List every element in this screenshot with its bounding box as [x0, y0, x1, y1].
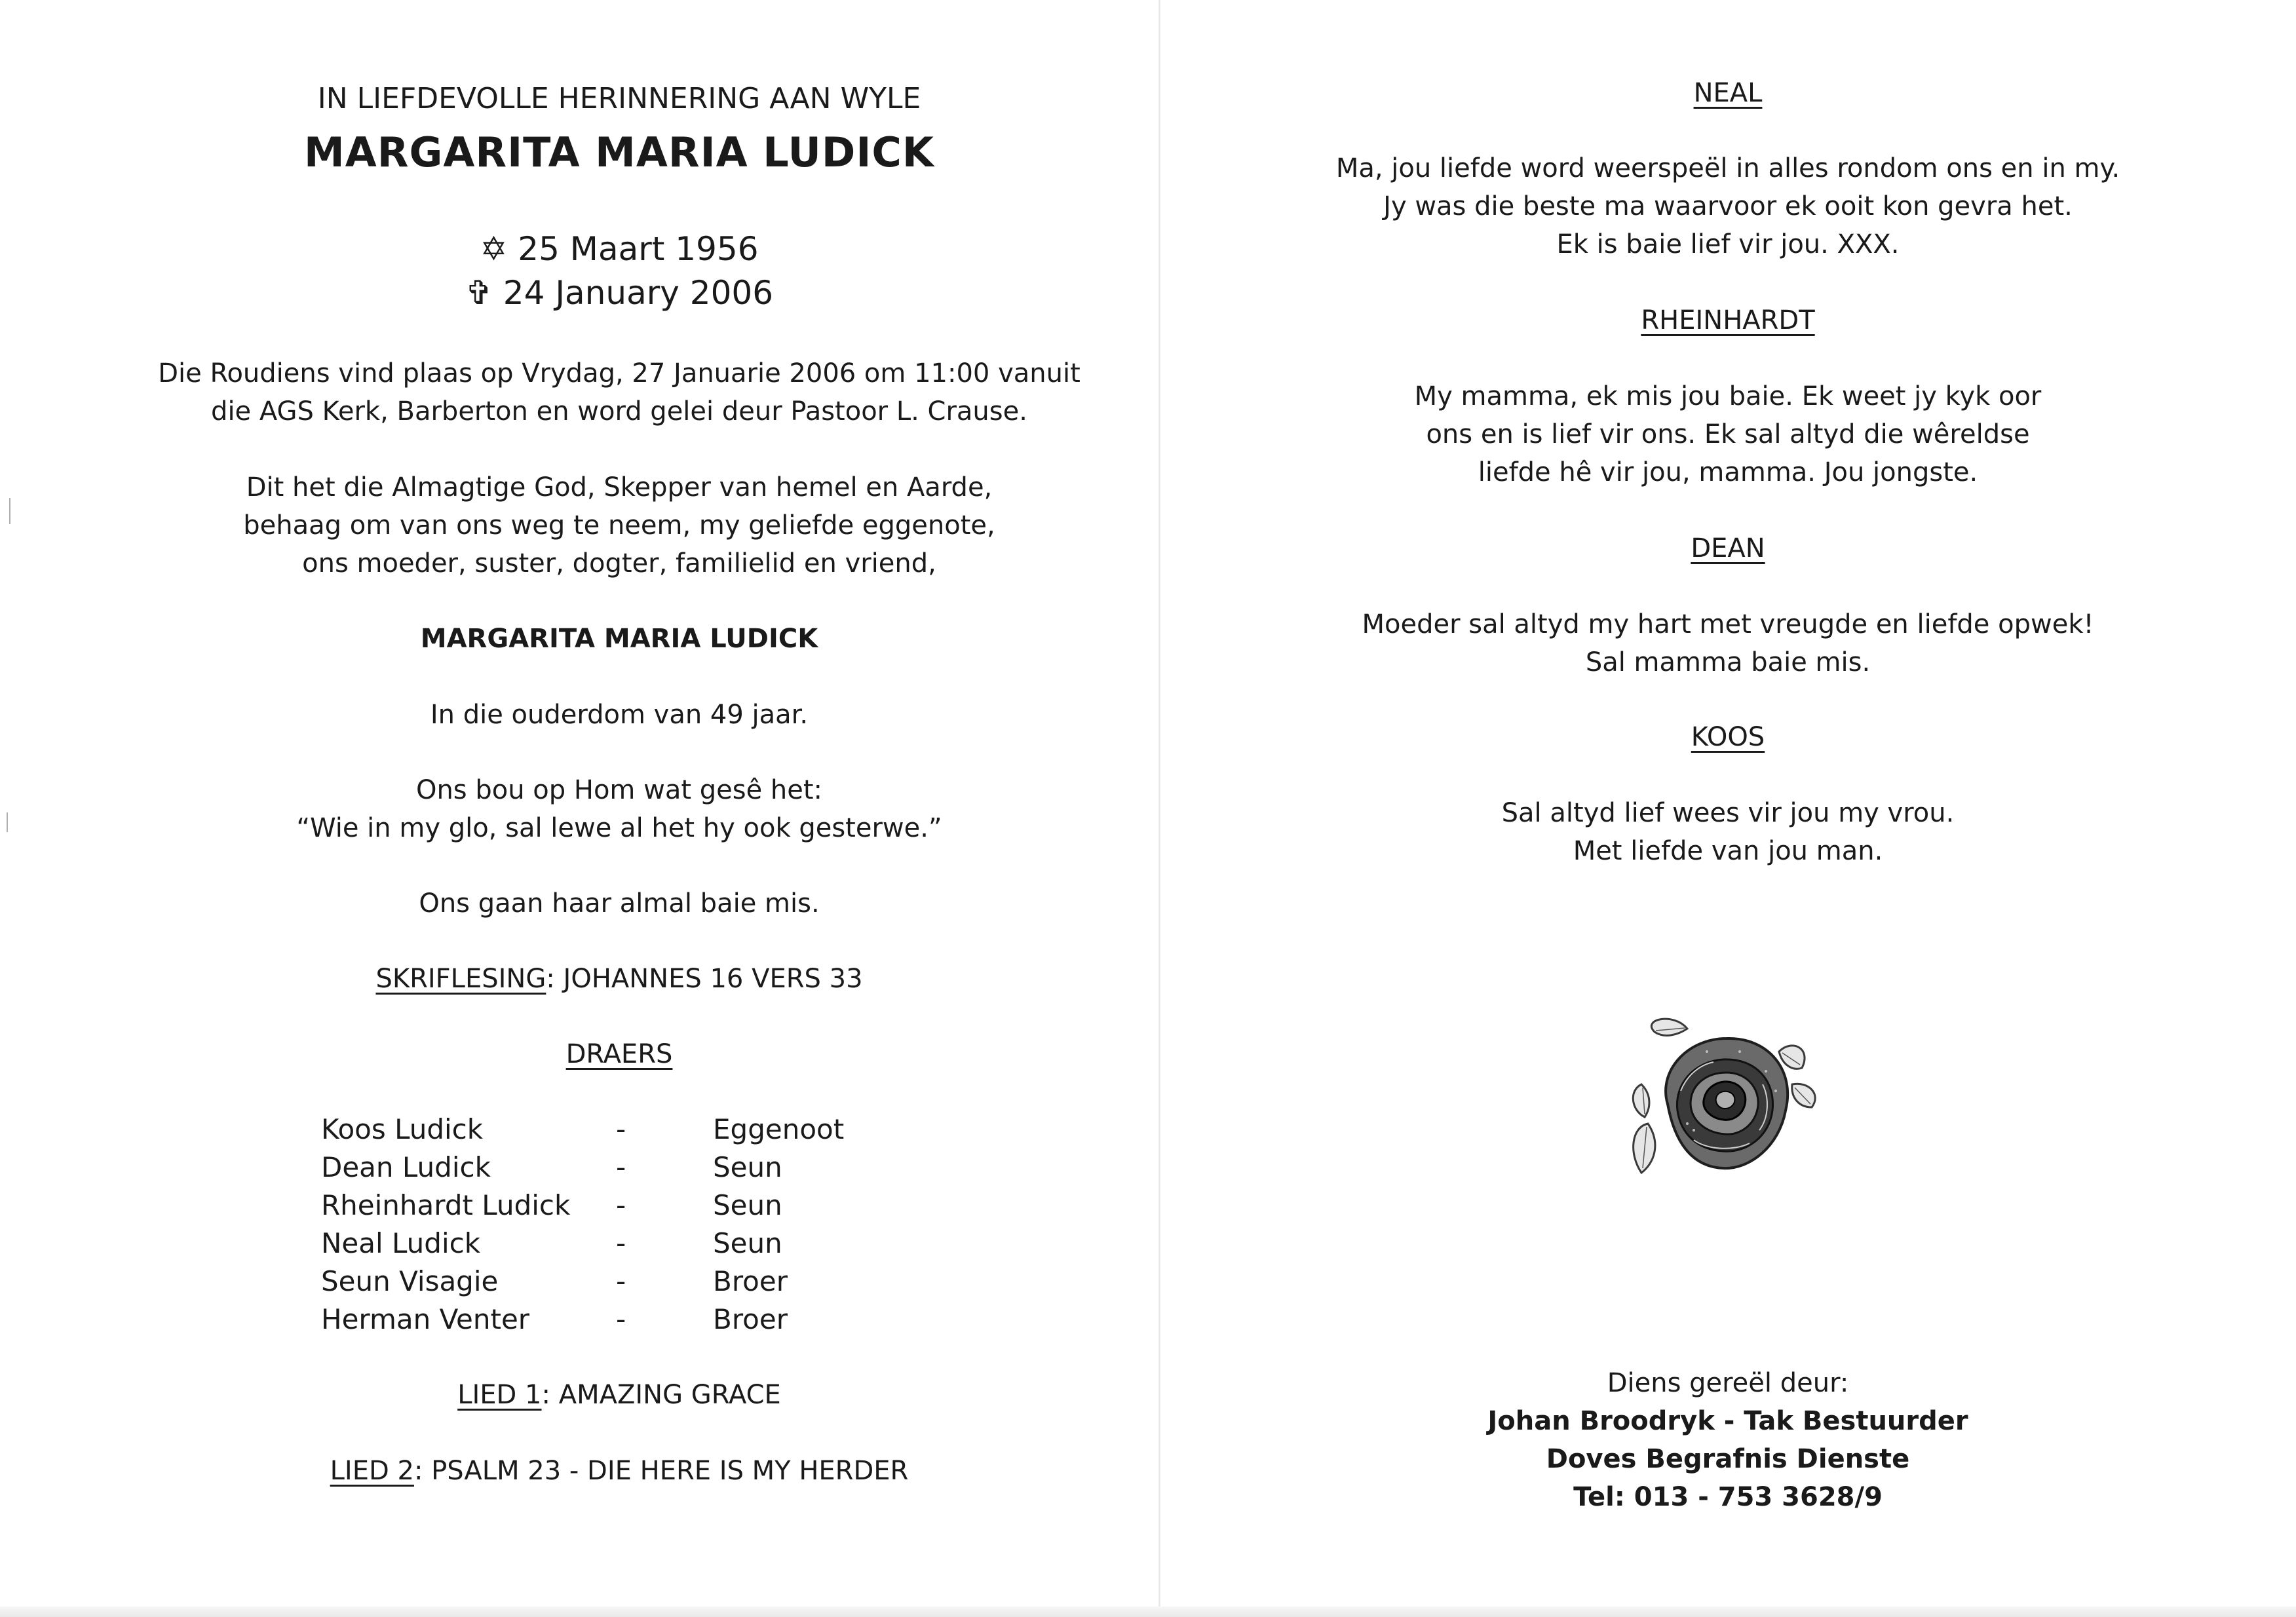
scripture-value: : JOHANNES 16 VERS 33	[546, 964, 863, 994]
tribute-name: RHEINHARDT	[1641, 305, 1815, 335]
hymn-2-line	[157, 1452, 1081, 1490]
hymn-1-label: LIED 1	[457, 1380, 542, 1410]
service-line-2: die AGS Kerk, Barberton en word gelei deur Pastoor L. Crause.	[211, 396, 1027, 427]
scripture-label: SKRIFLESING	[375, 964, 546, 994]
hymn-2-label: LIED 2	[330, 1456, 414, 1486]
bearer-row	[321, 1301, 911, 1339]
bearer-name: Herman Venter	[321, 1303, 530, 1335]
bearer-relation: Seun	[713, 1189, 782, 1221]
passage-line-1: Dit het die Almagtige God, Skepper van hemel en Aarde,	[246, 472, 993, 503]
tribute-line: Sal altyd lief wees vir jou my vrou.	[1501, 798, 1955, 828]
bearers-heading-text: DRAERS	[565, 1039, 673, 1069]
undertaker-phone: Tel: 013 - 753 3628/9	[1573, 1482, 1883, 1512]
death-date-line	[157, 271, 1081, 314]
bearer-row	[321, 1263, 911, 1301]
hymn-2-value: : PSALM 23 - DIE HERE IS MY HERDER	[413, 1456, 909, 1486]
bearer-relation: Seun	[713, 1227, 782, 1259]
bearer-row	[321, 1225, 911, 1263]
tribute-line: Ma, jou liefde word weerspeël in alles rondom ons en in my.	[1335, 153, 2120, 183]
death-date: 24 January 2006	[503, 274, 774, 312]
scripture-line	[157, 960, 1081, 998]
bearer-dash: -	[616, 1227, 626, 1259]
deceased-name-repeat: MARGARITA MARIA LUDICK	[420, 624, 818, 654]
memorial-line: IN LIEFDEVOLLE HERINNERING AAN WYLE	[317, 82, 921, 115]
tribute-neal-heading	[1278, 74, 2178, 112]
undertaker-person: Johan Broodryk - Tak Bestuurder	[1487, 1406, 1968, 1436]
bearers-heading	[157, 1035, 1081, 1073]
bearer-relation: Broer	[713, 1265, 788, 1297]
quote-line-2: “Wie in my glo, sal lewe al het hy ook gesterwe.”	[296, 813, 942, 843]
birth-date-line	[157, 227, 1081, 271]
passage-line-2: behaag om van ons weg te neem, my geliefde eggenote,	[243, 510, 995, 541]
deceased-name: MARGARITA MARIA LUDICK	[304, 128, 934, 176]
bearer-dash: -	[616, 1303, 626, 1335]
birth-date: 25 Maart 1956	[518, 230, 759, 268]
bearer-dash: -	[616, 1189, 626, 1221]
bearer-name: Rheinhardt Ludick	[321, 1189, 571, 1221]
tribute-line: ons en is lief vir ons. Ek sal altyd die wêreldse	[1426, 419, 2030, 449]
bearer-name: Neal Ludick	[321, 1227, 481, 1259]
tribute-name: NEAL	[1693, 78, 1763, 108]
bearer-row	[321, 1187, 911, 1225]
bearer-name: Seun Visagie	[321, 1265, 499, 1297]
undertaker-intro: Diens gereël deur:	[1607, 1368, 1849, 1398]
tribute-koos-heading	[1278, 718, 2178, 756]
tribute-name: DEAN	[1691, 533, 1765, 563]
tribute-line: Jy was die beste ma waarvoor ek ooit kon gevra het.	[1383, 191, 2073, 221]
tribute-line: Moeder sal altyd my hart met vreugde en liefde opwek!	[1362, 609, 2094, 639]
tribute-line: Sal mamma baie mis.	[1585, 647, 1871, 677]
tribute-dean-heading	[1278, 529, 2178, 567]
tribute-name: KOOS	[1691, 722, 1765, 752]
bearer-relation: Seun	[713, 1151, 782, 1183]
bearer-dash: -	[616, 1113, 626, 1145]
bearer-dash: -	[616, 1151, 626, 1183]
tribute-line: liefde hê vir jou, mamma. Jou jongste.	[1478, 457, 1978, 487]
passage-line-3: ons moeder, suster, dogter, familielid en vriend,	[302, 548, 936, 579]
service-line-1: Die Roudiens vind plaas op Vrydag, 27 Januarie 2006 om 11:00 vanuit	[158, 358, 1081, 389]
cross-icon: ✞	[465, 274, 493, 312]
bearer-relation: Broer	[713, 1303, 788, 1335]
right-page	[1160, 0, 2296, 1617]
tribute-line: My mamma, ek mis jou baie. Ek weet jy kyk oor	[1414, 381, 2042, 411]
bearer-name: Koos Ludick	[321, 1113, 484, 1145]
hymn-1-value: : AMAZING GRACE	[541, 1380, 781, 1410]
tribute-line: Ek is baie lief vir jou. XXX.	[1556, 229, 1900, 259]
quote-line-1: Ons bou op Hom wat gesê het:	[415, 775, 823, 805]
missed-line: Ons gaan haar almal baie mis.	[419, 888, 820, 919]
bearer-relation: Eggenoot	[713, 1113, 845, 1145]
undertaker-company: Doves Begrafnis Dienste	[1546, 1444, 1910, 1474]
bearer-row	[321, 1111, 911, 1149]
bearer-dash: -	[616, 1265, 626, 1297]
age-line: In die ouderdom van 49 jaar.	[430, 700, 809, 730]
bearers-list	[321, 1111, 911, 1339]
hymn-1-line	[157, 1376, 1081, 1414]
rose-icon	[1628, 1012, 1825, 1183]
tribute-rheinhardt-heading	[1278, 301, 2178, 339]
tribute-line: Met liefde van jou man.	[1573, 836, 1883, 866]
star-icon: ✡	[480, 230, 508, 268]
bearer-name: Dean Ludick	[321, 1151, 491, 1183]
bearer-row	[321, 1149, 911, 1187]
